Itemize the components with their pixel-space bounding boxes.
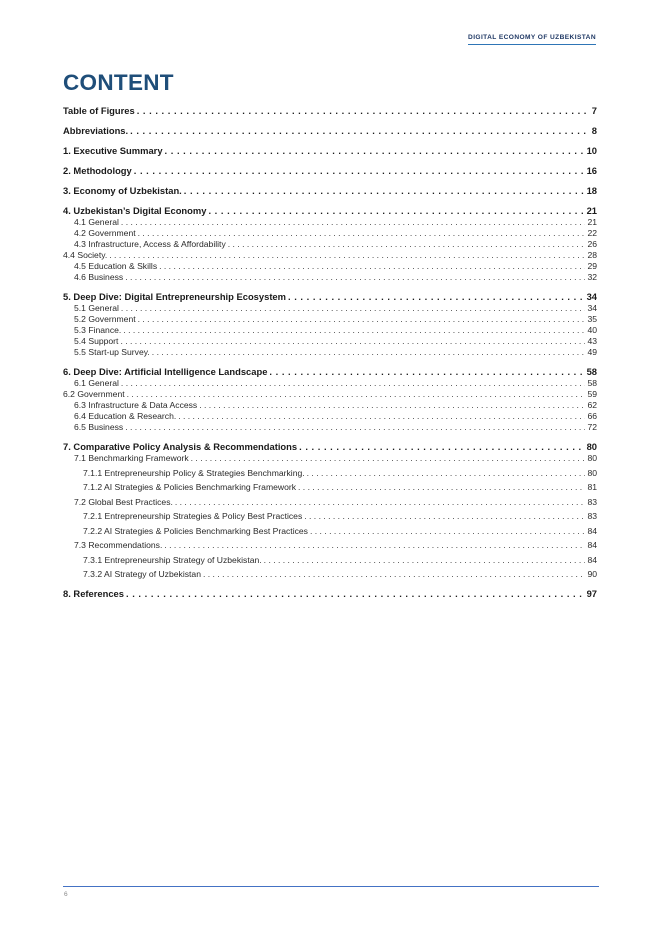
dot-leader (298, 482, 585, 493)
toc-subentry[interactable] (63, 400, 597, 411)
toc-entry-page: 21 (586, 205, 597, 216)
toc-subsubentry-page: 90 (587, 569, 597, 579)
toc-entry-entrepreneurship[interactable] (63, 290, 597, 303)
toc-subentry-best-practices[interactable] (63, 497, 597, 508)
toc-entry-label: 5. Deep Dive: Digital Entrepreneurship Ecosystem (63, 291, 286, 302)
dot-leader (125, 422, 585, 433)
toc-subsubentry[interactable] (63, 526, 597, 537)
dot-leader (208, 204, 584, 217)
dot-leader (159, 261, 585, 272)
toc-subentry[interactable] (63, 217, 597, 228)
toc-subentry-label: 4.1 General (74, 217, 119, 227)
toc-entry-label: 7. Comparative Policy Analysis & Recommendations (63, 441, 298, 452)
toc-entry-page: 10 (586, 145, 597, 156)
toc-subentry-recommendations[interactable] (63, 540, 597, 551)
toc-subsubentry[interactable] (63, 511, 597, 522)
toc-subsubentry[interactable] (63, 482, 597, 493)
dot-leader (307, 468, 586, 479)
toc-subentry[interactable] (63, 411, 597, 422)
toc-subentry-page: 40 (587, 325, 597, 335)
toc-subentry-label: 6.4 Education & Research. (74, 411, 177, 421)
toc-subsubentry-page: 84 (587, 554, 597, 565)
toc-subentry-page: 32 (587, 272, 597, 282)
toc-entry-executive-summary[interactable] (63, 144, 597, 157)
toc-subentry[interactable] (63, 325, 597, 336)
toc-subsubentry-page: 83 (587, 511, 597, 521)
toc-subentry[interactable] (63, 228, 597, 239)
dot-leader (184, 184, 585, 197)
dot-leader (228, 239, 586, 250)
toc-entry-page: 7 (591, 105, 597, 116)
toc-entry-comparative[interactable] (63, 440, 597, 453)
dot-leader (288, 290, 585, 303)
table-of-contents (63, 104, 597, 600)
dot-leader (121, 303, 586, 314)
toc-entry-page: 58 (586, 366, 597, 377)
toc-entry-page: 8 (591, 125, 597, 136)
toc-subentry-page: 43 (587, 336, 597, 346)
page-title: CONTENT (63, 70, 174, 95)
toc-subentry[interactable] (63, 261, 597, 272)
toc-subentry-page: 26 (587, 239, 597, 249)
toc-entry-page: 97 (586, 588, 597, 599)
dot-leader (175, 497, 586, 508)
toc-entry-digital-economy[interactable] (63, 204, 597, 217)
toc-subentry-page: 29 (587, 261, 597, 271)
toc-subsubentry-label: 7.1.1 Entrepreneurship Policy & Strategies Benchmarking. (83, 467, 305, 478)
toc-entry-label: Abbreviations. (63, 125, 129, 136)
toc-subentry-label: 5.3 Finance. (74, 325, 122, 335)
toc-subentry-label: 5.2 Government (74, 314, 136, 324)
toc-entry-label: 8. References (63, 588, 124, 599)
toc-subentry[interactable] (63, 314, 597, 325)
dot-leader (138, 228, 586, 239)
dot-leader (137, 104, 590, 117)
dot-leader (109, 250, 585, 261)
toc-subentry[interactable] (63, 422, 597, 433)
dot-leader (138, 314, 586, 325)
toc-subentry-page: 84 (587, 540, 597, 550)
toc-entry-abbreviations[interactable] (63, 124, 597, 137)
dot-leader (125, 272, 585, 283)
toc-subentry-label: 6.3 Infrastructure & Data Access (74, 400, 198, 410)
dot-leader (123, 325, 585, 336)
toc-subentry-page: 49 (587, 347, 597, 357)
toc-subentry[interactable] (63, 272, 597, 283)
toc-entry-label: 3. Economy of Uzbekistan. (63, 185, 182, 196)
dot-leader (152, 347, 586, 358)
toc-subentry-page: 59 (587, 389, 597, 399)
toc-subentry-benchmarking[interactable] (63, 453, 597, 464)
toc-subsubentry-page: 84 (587, 525, 597, 536)
toc-subsubentry-label: 7.2.1 Entrepreneurship Strategies & Policy Best Practices (83, 511, 303, 521)
toc-subentry-label: 5.4 Support (74, 336, 119, 346)
dot-leader (199, 400, 585, 411)
dot-leader (121, 217, 586, 228)
dot-leader (164, 540, 585, 551)
toc-entry-references[interactable] (63, 587, 597, 600)
toc-entry-page: 18 (586, 185, 597, 196)
toc-subsubentry-label: 7.3.2 AI Strategy of Uzbekistan (83, 569, 201, 579)
dot-leader (165, 144, 585, 157)
toc-subentry-label: 4.4 Society. (63, 250, 108, 260)
dot-leader (121, 378, 586, 389)
toc-subsubentry[interactable] (63, 569, 597, 580)
toc-subsubentry-page: 81 (587, 482, 597, 492)
toc-subentry-page: 83 (587, 496, 597, 507)
toc-subentry-label: 5.5 Start-up Survey. (74, 347, 150, 357)
toc-subentry-label: 7.3 Recommendations. (74, 540, 163, 550)
dot-leader (310, 526, 585, 537)
toc-entry-label: 6. Deep Dive: Artificial Intelligence Landscape (63, 366, 268, 377)
toc-subentry-page: 58 (587, 378, 597, 388)
toc-subentry[interactable] (63, 250, 597, 261)
toc-subentry-label: 4.6 Business (74, 272, 124, 282)
toc-entry-label: 4. Uzbekistan’s Digital Economy (63, 205, 207, 216)
dot-leader (120, 336, 585, 347)
dot-leader (264, 555, 586, 566)
toc-subentry-label: 4.2 Government (74, 228, 136, 238)
dot-leader (191, 453, 586, 464)
toc-subsubentry-page: 80 (587, 467, 597, 478)
dot-leader (203, 569, 585, 580)
dot-leader (178, 411, 585, 422)
toc-entry-label: Table of Figures (63, 105, 135, 116)
toc-subentry-page: 28 (587, 250, 597, 260)
toc-entry-ai-landscape[interactable] (63, 365, 597, 378)
running-header: DIGITAL ECONOMY OF UZBEKISTAN (468, 34, 596, 45)
toc-entry-page: 34 (586, 291, 597, 302)
toc-entry-page: 80 (586, 441, 597, 452)
toc-subsubentry-label: 7.2.2 AI Strategies & Policies Benchmarking Best Practices (83, 525, 308, 536)
dot-leader (127, 389, 586, 400)
dot-leader (304, 511, 585, 522)
toc-subentry-label: 4.5 Education & Skills (74, 261, 158, 271)
toc-subentry-label: 6.5 Business (74, 422, 124, 432)
toc-subentry-label: 7.2 Global Best Practices. (74, 496, 173, 507)
toc-subentry[interactable] (63, 389, 597, 400)
toc-subentry-page: 62 (587, 400, 597, 410)
toc-subentry-page: 22 (587, 228, 597, 238)
toc-entry-page: 16 (586, 165, 597, 176)
toc-subentry-page: 80 (587, 453, 597, 463)
toc-subentry-label: 6.2 Government (63, 389, 125, 399)
toc-subentry-page: 66 (587, 411, 597, 421)
toc-subentry-page: 21 (587, 217, 597, 227)
toc-subsubentry-label: 7.3.1 Entrepreneurship Strategy of Uzbekistan. (83, 554, 262, 565)
toc-subsubentry[interactable] (63, 468, 597, 479)
toc-subentry[interactable] (63, 347, 597, 358)
toc-subentry[interactable] (63, 303, 597, 314)
toc-subentry-label: 6.1 General (74, 378, 119, 388)
page-number: 6 (64, 891, 68, 898)
toc-subentry-page: 35 (587, 314, 597, 324)
toc-entry-label: 2. Methodology (63, 165, 132, 176)
toc-subentry-label: 4.3 Infrastructure, Access & Affordability (74, 239, 226, 249)
toc-subsubentry[interactable] (63, 555, 597, 566)
toc-entry-table-of-figures[interactable] (63, 104, 597, 117)
toc-entry-methodology[interactable] (63, 164, 597, 177)
dot-leader (269, 365, 584, 378)
toc-subentry[interactable] (63, 336, 597, 347)
dot-leader (134, 164, 585, 177)
toc-entry-label: 1. Executive Summary (63, 145, 163, 156)
dot-leader (130, 124, 590, 137)
toc-subentry-label: 7.1 Benchmarking Framework (74, 453, 189, 463)
toc-subentry-page: 72 (587, 422, 597, 432)
dot-leader (126, 587, 585, 600)
toc-subsubentry-label: 7.1.2 AI Strategies & Policies Benchmarking Framework (83, 482, 297, 492)
toc-entry-economy[interactable] (63, 184, 597, 197)
toc-subentry-page: 34 (587, 303, 597, 313)
toc-subentry[interactable] (63, 378, 597, 389)
dot-leader (299, 440, 584, 453)
footer-rule (63, 886, 599, 887)
toc-subentry-label: 5.1 General (74, 303, 119, 313)
toc-subentry[interactable] (63, 239, 597, 250)
